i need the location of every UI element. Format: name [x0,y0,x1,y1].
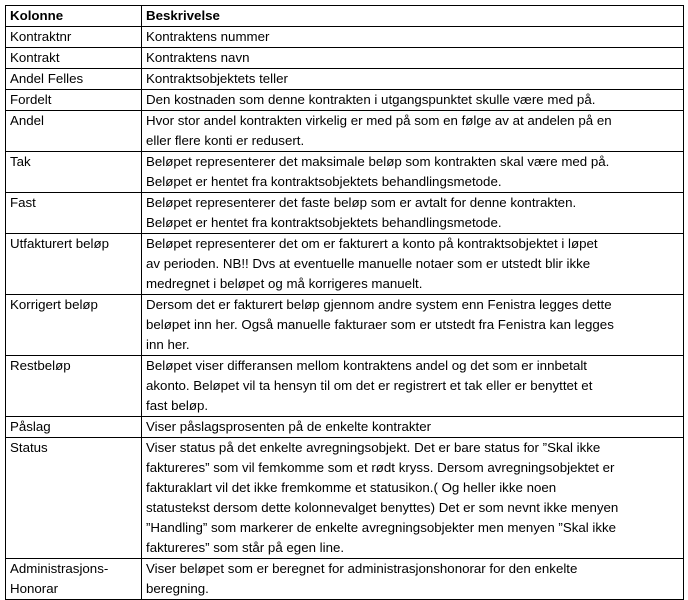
table-row [6,152,684,193]
cell-beskrivelse: Viser beløpet som er beregnet for administrasjonshonorar for den enkelte beregning. [142,559,684,600]
cell-beskrivelse: Kontraktens nummer [142,27,684,48]
cell-kolonne: Tak [6,152,142,193]
cell-beskrivelse: Beløpet viser differansen mellom kontraktens andel og det som er innbetalt akonto. Beløpet vil ta hensyn til om det er registrert et tak eller er benyttet et fast beløp. [142,356,684,417]
header-beskrivelse: Beskrivelse [142,6,684,27]
table-row [6,234,684,295]
cell-kolonne: Kontrakt [6,48,142,69]
header-kolonne: Kolonne [6,6,142,27]
cell-kolonne: Påslag [6,417,142,438]
cell-kolonne: Restbeløp [6,356,142,417]
cell-kolonne: Status [6,438,142,559]
cell-beskrivelse: Dersom det er fakturert beløp gjennom andre system enn Fenistra legges dette beløpet inn her. Også manuelle fakturaer som er utstedt fra Fenistra kan legges inn her. [142,295,684,356]
cell-kolonne: Andel [6,111,142,152]
cell-kolonne: Andel Felles [6,69,142,90]
cell-beskrivelse: Viser påslagsprosenten på de enkelte kontrakter [142,417,684,438]
table-body [6,27,684,600]
table-row [6,356,684,417]
cell-kolonne: Kontraktnr [6,27,142,48]
table-row [6,438,684,559]
cell-kolonne: Fordelt [6,90,142,111]
table-row [6,69,684,90]
cell-kolonne: Utfakturert beløp [6,234,142,295]
table-row [6,90,684,111]
cell-kolonne: Korrigert beløp [6,295,142,356]
cell-beskrivelse: Kontraktsobjektets teller [142,69,684,90]
table-row [6,559,684,600]
cell-beskrivelse: Beløpet representerer det faste beløp som er avtalt for denne kontrakten. Beløpet er hentet fra kontraktsobjektets behandlingsmetode. [142,193,684,234]
cell-kolonne: Administrasjons- Honorar [6,559,142,600]
column-description-table [5,5,684,600]
table-row [6,417,684,438]
cell-beskrivelse: Kontraktens navn [142,48,684,69]
cell-beskrivelse: Beløpet representerer det maksimale beløp som kontrakten skal være med på. Beløpet er hentet fra kontraktsobjektets behandlingsmetode. [142,152,684,193]
header-row [6,6,684,27]
cell-beskrivelse: Hvor stor andel kontrakten virkelig er med på som en følge av at andelen på en eller flere konti er redusert. [142,111,684,152]
table-row [6,27,684,48]
cell-beskrivelse: Den kostnaden som denne kontrakten i utgangspunktet skulle være med på. [142,90,684,111]
cell-beskrivelse: Beløpet representerer det om er fakturert a konto på kontraktsobjektet i løpet av perioden. NB!! Dvs at eventuelle manuelle notaer som er utstedt blir ikke medregnet i beløpet og må korrigeres manuelt. [142,234,684,295]
cell-beskrivelse: Viser status på det enkelte avregningsobjekt. Det er bare status for ”Skal ikke faktureres” som vil femkomme som et rødt kryss. Dersom avregningsobjektet er fakturaklart vil det ikke fremkomme et statusikon.( Og heller ikke noen statustekst dersom dette kolonnevalget benyttes) Det er som nevnt ikke menyen ”Handling” som markerer de enkelte avregningsobjekter men menyen ”Skal ikke faktureres” som står på egen line. [142,438,684,559]
table-row [6,48,684,69]
cell-kolonne: Fast [6,193,142,234]
table-row [6,193,684,234]
table-row [6,295,684,356]
table-header [6,6,684,27]
table-row [6,111,684,152]
